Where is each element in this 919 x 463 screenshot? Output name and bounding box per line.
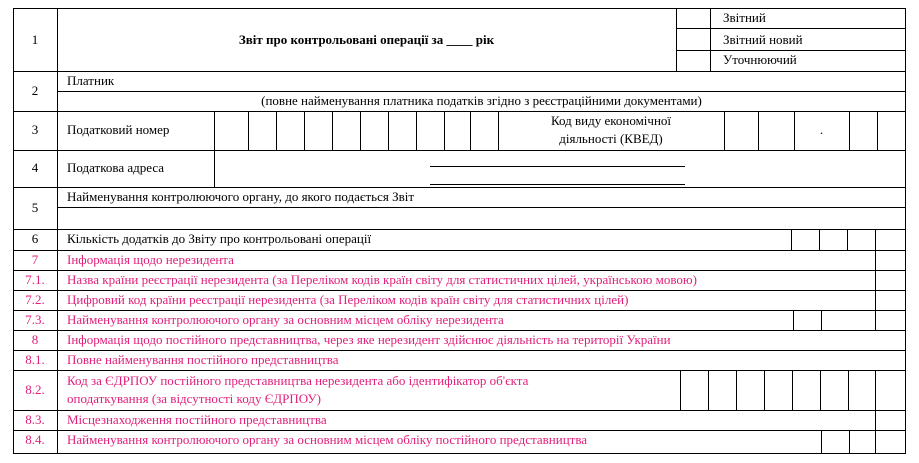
row-number-8-4: 8.4. [25,432,45,447]
row-divider-7-3 [13,330,906,331]
report-type-regular: Звітний [723,10,766,25]
nonresident-country-code: Цифровий код країни реєстрації нерезидента (за Переліком кодів країн світу для статистичних цілей) [67,292,629,307]
row-number-8-2: 8.2. [25,382,45,397]
row-divider-5 [13,229,906,230]
row-divider-6 [13,250,906,251]
tax-cell-line [470,111,471,150]
representation-edrpou-line2: оподаткування (за відсутності коду ЄДРПОУ) [67,391,321,406]
row-divider-7 [13,270,906,271]
tax-cell-line [360,111,361,150]
nonresident-country-name: Назва країни реєстрації нерезидента (за Переліком кодів країн світу для статистичних цілей, українською мовою) [67,272,697,287]
nonresident-authority: Найменування контролюючого органу за основним місцем обліку нерезидента [67,312,504,327]
row-number-4: 4 [31,160,39,175]
authority-code-cell-line [849,430,850,454]
nonresident-info-heading: Інформація щодо нерезидента [67,252,234,267]
representation-full-name: Повне найменування постійного представництва [67,352,339,367]
border-right [905,8,906,454]
address-divider [214,150,215,187]
edrpou-cell-line [820,370,821,410]
kved-cell-line [724,111,725,150]
right-code-cell-line [875,370,876,454]
row-divider-8 [13,350,906,351]
row-number-7-2: 7.2. [25,292,45,307]
border-bottom [13,453,906,454]
report-title: Звіт про контрольовані операції за ____ рік [238,32,495,47]
appendix-cell-line [791,229,792,250]
kved-cell-line [849,111,850,150]
authority-label: Найменування контролюючого органу, до якого подається Звіт [67,189,415,204]
row-number-8: 8 [31,332,39,347]
address-underline-1 [430,166,685,167]
report-type-corrective: Уточнюючий [723,52,797,67]
edrpou-cell-line [680,370,681,410]
row-divider-8-3 [13,430,906,431]
row-number-7: 7 [31,252,39,267]
row-number-8-1: 8.1. [25,352,45,367]
row-number-2: 2 [31,83,39,98]
authority-code-cell-line [793,310,794,330]
row-divider-8-2 [13,410,906,411]
tax-cell-line [388,111,389,150]
row-divider-2 [13,111,906,112]
kved-separator-dot: . [819,122,824,137]
tax-cell-line [276,111,277,150]
row-number-7-3: 7.3. [25,312,45,327]
tax-cell-line [416,111,417,150]
right-code-cell-line [875,250,876,330]
tax-cell-line [332,111,333,150]
authority-code-cell-line [821,430,822,454]
row-divider-8-1 [13,370,906,371]
address-underline-2 [430,184,685,185]
type-box-left [676,8,677,71]
appendix-cell-line [847,229,848,250]
row-number-5: 5 [31,200,39,215]
edrpou-cell-line [708,370,709,410]
tax-number-label: Податковий номер [67,122,170,137]
edrpou-cell-line [736,370,737,410]
tax-cell-line [304,111,305,150]
kved-cell-line [877,111,878,150]
kved-label-line2: діяльності (КВЕД) [559,131,663,146]
taxpayer-hint: (повне найменування платника податків згідно з реєстраційними документами) [261,93,702,108]
taxpayer-label: Платник [67,73,115,88]
row-divider-1 [13,71,906,72]
type-box-divider [710,8,711,71]
border-top [13,8,906,9]
edrpou-cell-line [764,370,765,410]
appendix-cell-line [875,229,876,250]
row-number-6: 6 [31,231,39,246]
row-divider-4 [13,187,906,188]
kved-label-line1: Код виду економічної [550,113,672,128]
row-number-3: 3 [31,122,39,137]
tax-cell-line [248,111,249,150]
row-divider-5a [57,207,906,208]
report-type-new: Звітний новий [723,32,803,47]
row-divider-2a [57,91,906,92]
kved-cell-line [758,111,759,150]
edrpou-cell-line [792,370,793,410]
row-divider-7-2 [13,310,906,311]
row-number-8-3: 8.3. [25,412,45,427]
tax-cell-line [444,111,445,150]
row-divider-3 [13,150,906,151]
tax-address-label: Податкова адреса [67,160,165,175]
edrpou-cell-line [848,370,849,410]
tax-cell-line [214,111,215,150]
representation-authority: Найменування контролюючого органу за основним місцем обліку постійного представництва [67,432,588,447]
representation-edrpou-line1: Код за ЄДРПОУ постійного представництва нерезидента або ідентифікатор об'єкта [67,373,529,388]
representation-info-heading: Інформація щодо постійного представництва, через яке нерезидент здійснює діяльність на території України [67,332,671,347]
row-number-1: 1 [31,32,39,47]
row-number-7-1: 7.1. [25,272,45,287]
number-column-divider [57,8,58,454]
authority-code-cell-line [821,310,822,330]
appendix-cell-line [819,229,820,250]
row-divider-7-1 [13,290,906,291]
report-form [13,8,906,454]
representation-location: Місцезнаходження постійного представництва [67,412,327,427]
appendices-label: Кількість додатків до Звіту про контрольовані операції [67,231,372,246]
